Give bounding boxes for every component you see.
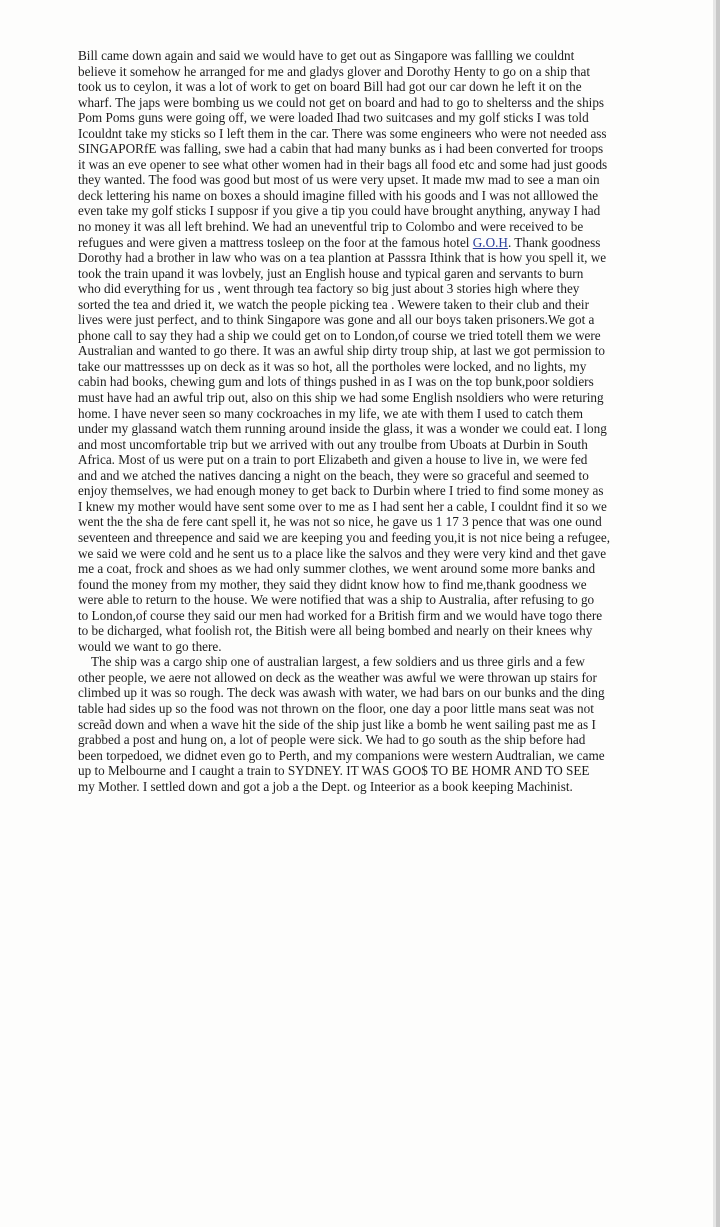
- text-line: took the train upand it was lovbely, just an English house and typical garen and servants to burn: [78, 265, 584, 281]
- text-line: were able to return to the house. We were notified that was a ship to Australia, after refusing to go: [78, 592, 595, 608]
- text-line: screãd down and when a wave hit the side of the ship just like a bomb he went sailing past me as I: [78, 716, 596, 732]
- text-segment: refugues and were given a mattress tosleep on the foor at the famous hotel: [78, 234, 473, 250]
- text-line: found the money from my mother, they said they didnt know how to find me,thank goodness we: [78, 576, 587, 592]
- text-line: me a coat, frock and shoes as we had only summer clothes, we went around some more banks and: [78, 561, 596, 577]
- text-line: took us to ceylon, it was a lot of work to get on board Bill had got our car down he left it on the: [78, 79, 582, 95]
- text-line: deck lettering his name on boxes a should imagine filled with his goods and I was not alllowed the: [78, 187, 599, 203]
- paragraph-start-line: The ship was a cargo ship one of australian largest, a few soldiers and us three girls and a few: [91, 654, 585, 670]
- memoir-text-body: [78, 48, 710, 794]
- text-line: home. I have never seen so many cockroaches in my life, we ate with them I used to catch them: [78, 405, 583, 421]
- text-line: went the the sha de fere cant spell it, he was not so nice, he gave us 1 17 3 pence that was one ound: [78, 514, 602, 530]
- text-line: enjoy themselves, we had enough money to get back to Durbin where I tried to find some money as: [78, 483, 604, 499]
- text-line: wharf. The japs were bombing us we could not get on board and had to go to shelterss and the ships: [78, 94, 605, 110]
- text-line: table had sides up so the food was not thrown on the floor, one day a poor little mans seat was not: [78, 700, 594, 716]
- text-line: and most uncomfortable trip but we arrived with out any troulbe from Uboats at Durbin in South: [78, 436, 588, 452]
- text-line: to London,of course they said our men had worked for a British firm and we would have togo there: [78, 607, 603, 623]
- goh-hotel-link[interactable]: G.O.H: [472, 234, 508, 250]
- text-line: would we want to go there.: [78, 638, 222, 654]
- text-line: under my glassand watch them running around inside the glass, it was a wonder we could eat. I long: [78, 421, 607, 437]
- text-line: other people, we aere not allowed on deck as the weather was awful we were throwan up stairs for: [78, 669, 597, 685]
- text-line: Dorothy had a brother in law who was on a tea plantion at Passsra Ithink that is how you spell it, we: [78, 250, 607, 266]
- text-line: my Mother. I settled down and got a job a the Dept. og Inteerior as a book keeping Machinist.: [78, 778, 573, 794]
- text-line: Africa. Most of us were put on a train to port Elizabeth and given a house to live in, we were fed: [78, 452, 588, 468]
- text-line: lives were just perfect, and to think Singapore was gone and all our boys taken prisoners.We got a: [78, 312, 595, 328]
- text-line: I knew my mother would have sent some over to me as I had sent her a cable, I couldnt find it so we: [78, 498, 607, 514]
- text-line: been torpedoed, we didnet even go to Perth, and my companions were western Audtralian, we came: [78, 747, 605, 763]
- text-line: Pom Poms guns were going off, we were loaded Ihad two suitcases and my golf sticks I was told: [78, 110, 589, 126]
- text-line: to be dicharged, what foolish rot, the Bitish were all being bombed and nearly on their knees why: [78, 623, 593, 639]
- text-line: climbed up it was so rough. The deck was awash with water, we had bars on our bunks and the ding: [78, 685, 605, 701]
- text-segment: . Thank goodness: [507, 234, 601, 250]
- text-line: no money it was all left brehind. We had an uneventful trip to Colombo and were received to be: [78, 219, 584, 235]
- page-edge: [716, 0, 720, 1227]
- text-line: who did everything for us , went through tea factory so big just about 3 stories high where they: [78, 281, 580, 297]
- text-line: up to Melbourne and I caught a train to SYDNEY. IT WAS GOO$ TO BE HOMR AND TO SEE: [78, 763, 590, 779]
- text-line: seventeen and threepence and said we are keeping you and feeding you,it is not nice being a refugee,: [78, 529, 611, 545]
- text-line-with-link: [78, 235, 710, 251]
- text-line: believe it somehow he arranged for me and gladys glover and Dorothy Henty to go on a ship that: [78, 63, 590, 79]
- text-line: take our mattressses up on deck as it was so hot, all the portholes were locked, and no lights, my: [78, 358, 587, 374]
- text-line: phone call to say they had a ship we could get on to London,of course we tried totell them we were: [78, 327, 601, 343]
- text-line: they wanted. The food was good but most of us were very upset. It made mw mad to see a man oin: [78, 172, 600, 188]
- text-line: sorted the tea and dried it, we watch the people picking tea . Wewere taken to their club and their: [78, 296, 589, 312]
- text-line: Australian and wanted to go there. It was an awful ship dirty troup ship, at last we got permission to: [78, 343, 606, 359]
- text-line: must have had an awful trip out, also on this ship we had some English nsoldiers who were returing: [78, 390, 604, 406]
- text-line: even take my golf sticks I supposr if you give a tip you could have brought anything, anyway I had: [78, 203, 601, 219]
- text-line: Bill came down again and said we would have to get out as Singapore was fallling we couldnt: [78, 48, 575, 63]
- text-line: we said we were cold and he sent us to a place like the salvos and they were very kind and thet gave: [78, 545, 607, 561]
- text-line: SINGAPORfE was falling, swe had a cabin that had many bunks as i had been converted for troops: [78, 141, 604, 157]
- text-line: cabin had books, chewing gum and lots of things pushed in as I was on the top bunk,poor soldiers: [78, 374, 594, 390]
- text-line: and and we atched the natives dancing a night on the beach, they were so graceful and seemed to: [78, 467, 589, 483]
- text-line: grabbed a post and hung on, a lot of people were sick. We had to go south as the ship before had: [78, 732, 586, 748]
- text-line: Icouldnt take my sticks so I left them in the car. There was some engineers who were not needed ass: [78, 125, 607, 141]
- text-line: it was an eve opener to see what other women had in their bags all food etc and some had just goods: [78, 156, 608, 172]
